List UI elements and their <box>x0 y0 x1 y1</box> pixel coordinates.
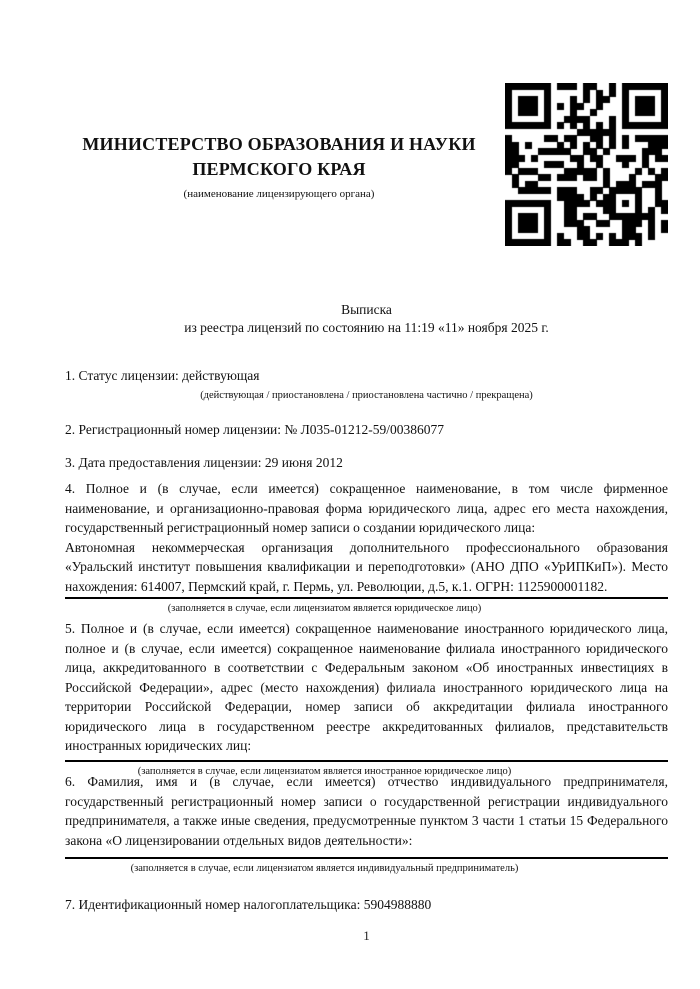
item-7-text: 7. Идентификационный номер налогоплательщика: 5904988880 <box>65 897 432 912</box>
item-1-license-status <box>65 366 668 402</box>
ministry-name-line2: ПЕРМСКОГО КРАЯ <box>192 159 366 179</box>
item-2-text: 2. Регистрационный номер лицензии: № Л035-01212-59/00386077 <box>65 422 445 437</box>
item-4-caption: (заполняется в случае, если лицензиатом является юридическое лицо) <box>167 603 482 614</box>
item-4-fill-line <box>65 597 668 599</box>
item-3-text: 3. Дата предоставления лицензии: 29 июня 2012 <box>65 455 343 470</box>
item-6-individual-entrepreneur <box>65 772 668 875</box>
item-5-fill-line <box>65 760 668 762</box>
item-7-taxpayer-number <box>65 895 668 915</box>
item-1-text: 1. Статус лицензии: действующая <box>65 368 260 383</box>
letterhead <box>64 132 494 201</box>
item-6-text: 6. Фамилия, имя и (в случае, если имеется) отчество индивидуального предпринимателя, государственный регистрационный номер записи о государственной регистрации индивидуального предпринимателя, а также иные сведения, предусмотренные пунктом 3 части 1 статьи 15 Федерального закона «О лицензировании отдельных видов деятельности»: <box>65 774 668 848</box>
document-title-line1: Выписка <box>341 302 392 317</box>
qr-code <box>505 83 668 246</box>
item-3-license-date <box>65 453 668 473</box>
document-title-line2: из реестра лицензий по состоянию на 11:19 «11» ноября 2025 г. <box>184 320 549 335</box>
ministry-name-line1: МИНИСТЕРСТВО ОБРАЗОВАНИЯ И НАУКИ <box>82 134 476 154</box>
document-title <box>65 301 668 337</box>
item-4-text: 4. Полное и (в случае, если имеется) сокращенное наименование, в том числе фирменное наименование, и организационно-правовая форма юридического лица, адрес его места нахождения, государственный регистрационный номер записи о создании юридического лица: <box>65 481 668 535</box>
licensing-authority-caption: (наименование лицензирующего органа) <box>183 188 375 200</box>
item-5-text: 5. Полное и (в случае, если имеется) сокращенное наименование иностранного юридического лица, полное и (в случае, если имеется) сокращенное наименование филиала иностранного юридического лица, аккредитованного в соответствии с Федеральным законом «Об иностранных инвестициях в Российской Федерации», адрес (место нахождения) филиала иностранного юридического лица на территории Российской Федерации, номер записи об аккредитации филиала иностранного юридического лица в государственном реестре аккредитованных филиалов, представительств иностранных юридических лиц: <box>65 621 668 753</box>
item-6-fill-line <box>65 857 668 859</box>
item-5-foreign-entity <box>65 619 668 778</box>
item-4-legal-entity <box>65 479 668 615</box>
page-number: 1 <box>363 928 370 943</box>
item-5-caption: (заполняется в случае, если лицензиатом является иностранное юридическое лицо) <box>137 765 512 777</box>
item-1-caption: (действующая / приостановлена / приостановлена частично / прекращена) <box>200 389 533 401</box>
item-4-value: Автономная некоммерческая организация дополнительного профессионального образования «Уральский институт повышения квалификации и переподготовки» (АНО ДПО «УрИПКиП»). Место нахождения: 614007, Пермский край, г. Пермь, ул. Революции, д.5, к.1. ОГРН: 1125900001182. <box>65 539 668 594</box>
item-2-registration-number <box>65 420 668 440</box>
item-6-caption: (заполняется в случае, если лицензиатом является индивидуальный предприниматель) <box>130 863 519 874</box>
